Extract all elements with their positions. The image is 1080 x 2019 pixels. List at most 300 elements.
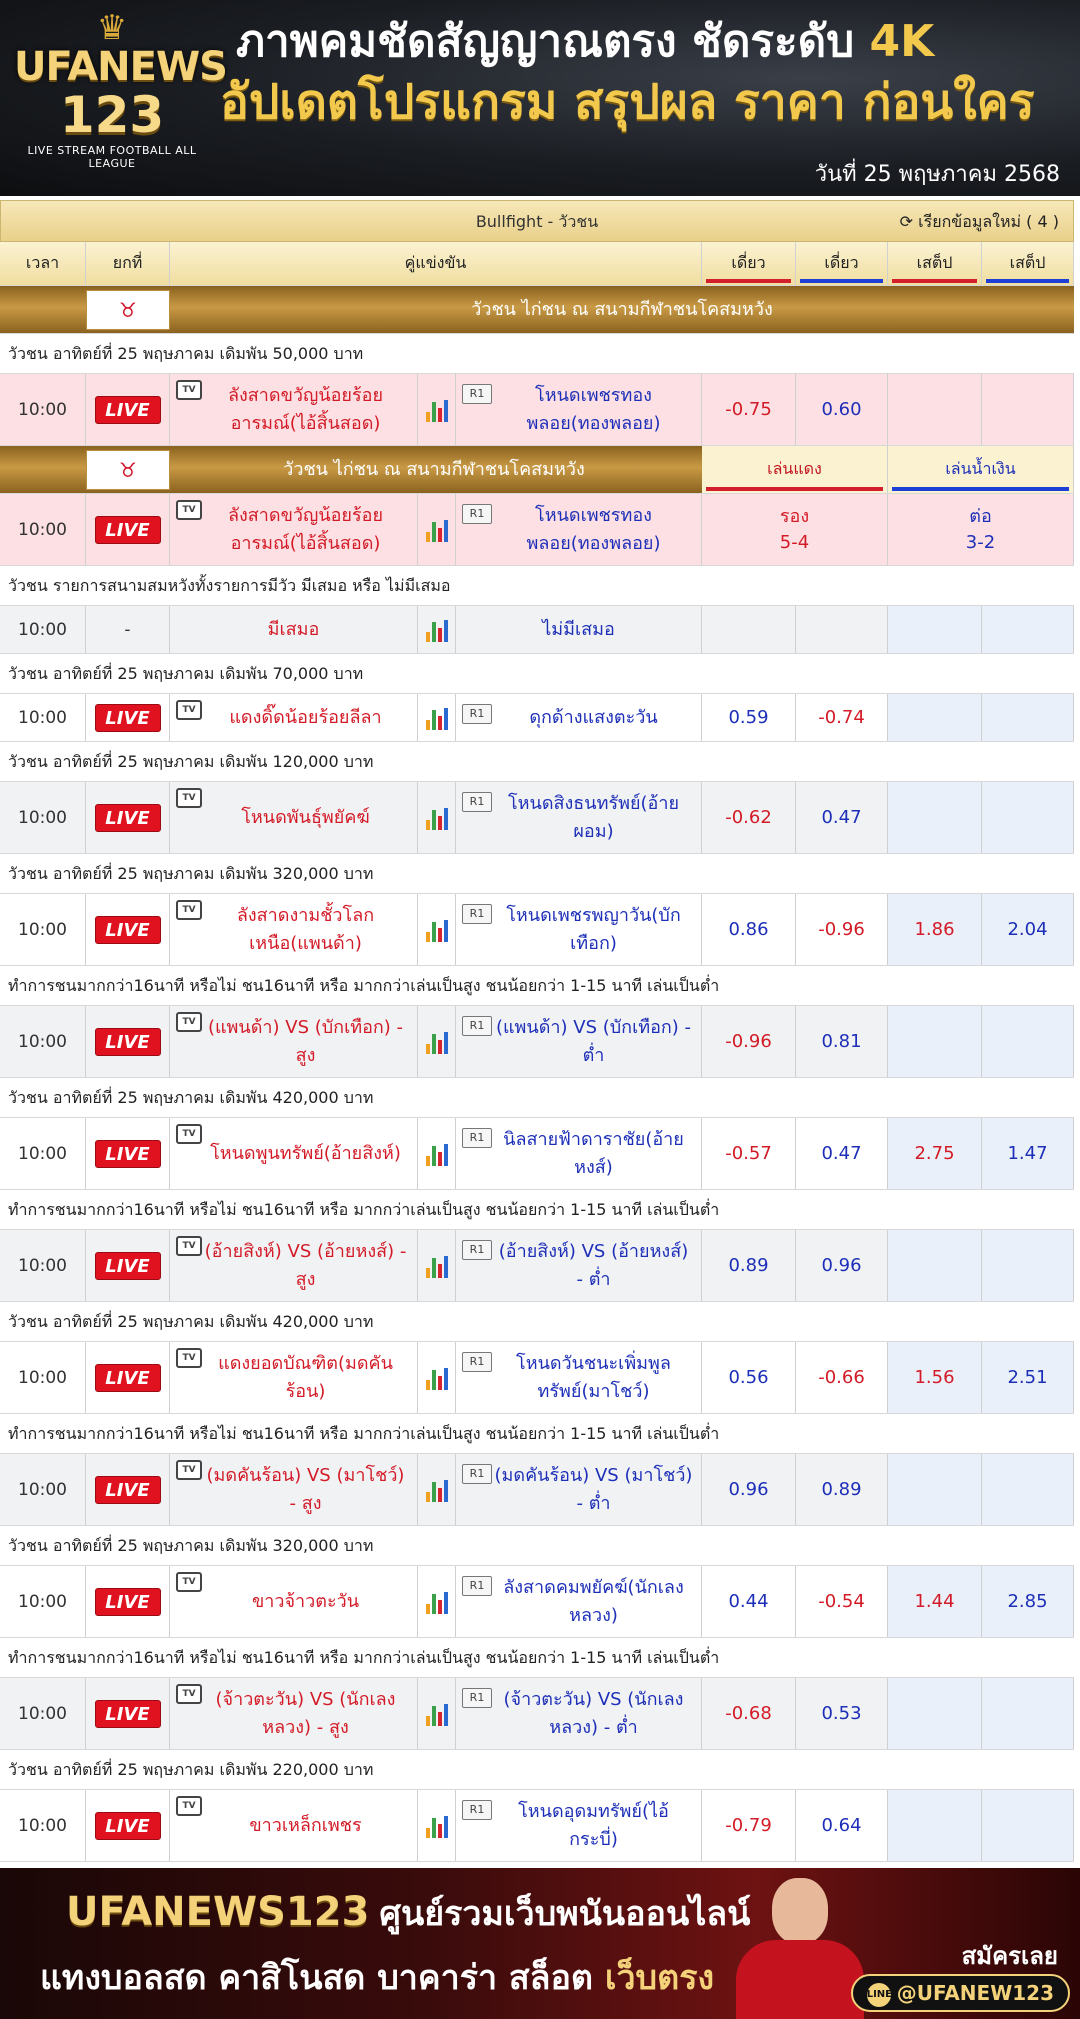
bull-logo xyxy=(86,450,170,490)
single-odds-home[interactable]: 0.59 xyxy=(702,694,796,741)
away-team-name: โหนดเพชรทองพลอย(ทองพลอย) xyxy=(526,384,661,434)
table-row xyxy=(0,1118,1074,1190)
player-head xyxy=(772,1878,828,1944)
stats-icon[interactable] xyxy=(426,1142,448,1166)
stats-cell xyxy=(418,606,456,653)
round-badge: R1 xyxy=(462,1128,492,1148)
round-badge: R1 xyxy=(462,384,492,404)
info-text: ทำการชนมากกว่า16นาที หรือไม่ ชน16นาที หรือ มากกว่าเล่นเป็นสูง ชนน้อยกว่า 1-15 นาที เล่นเป็นต่ำ xyxy=(8,976,720,995)
single-odds-away[interactable]: -0.54 xyxy=(796,1566,888,1637)
single-odds-home[interactable]: -0.68 xyxy=(702,1678,796,1749)
play-blue-label: เล่นน้ำเงิน xyxy=(945,459,1016,478)
home-team[interactable] xyxy=(170,1454,418,1525)
live-button[interactable]: LIVE xyxy=(95,1252,161,1280)
info-text: ทำการชนมากกว่า16นาที หรือไม่ ชน16นาที หรือ มากกว่าเล่นเป็นสูง ชนน้อยกว่า 1-15 นาที เล่นเป็นต่ำ xyxy=(8,1200,720,1219)
table-row xyxy=(0,1566,1074,1638)
match-time: 10:00 xyxy=(0,1118,86,1189)
league-title: วัวชน ไก่ชน ณ สนามกีฬาชนโคสมหวัง xyxy=(283,459,585,480)
play-red-label: เล่นแดง xyxy=(767,459,822,478)
blue-bar xyxy=(986,279,1069,283)
round-cell: - xyxy=(86,606,170,653)
away-team-name: โหนดวันชนะเพิ่มพูลทรัพย์(มาโชว์) xyxy=(516,1352,671,1402)
home-team[interactable] xyxy=(170,1678,418,1749)
stats-icon[interactable] xyxy=(426,1254,448,1278)
footer-services: แทงบอลสด คาสิโนสด บาคาร่า สล็อต xyxy=(40,1958,593,1998)
live-button[interactable]: LIVE xyxy=(95,1588,161,1616)
match-time: 10:00 xyxy=(0,606,86,653)
match-time: 10:00 xyxy=(0,494,86,565)
stats-cell xyxy=(418,782,456,853)
stats-icon[interactable] xyxy=(426,1702,448,1726)
live-button[interactable]: LIVE xyxy=(95,396,161,424)
stats-icon[interactable] xyxy=(426,918,448,942)
round-badge: R1 xyxy=(462,1576,492,1596)
tv-icon[interactable]: TV xyxy=(176,788,202,808)
round-badge: R1 xyxy=(462,1352,492,1372)
match-time: 10:00 xyxy=(0,1454,86,1525)
away-team[interactable] xyxy=(456,374,702,445)
step-odds-away[interactable] xyxy=(982,694,1074,741)
bull-logo xyxy=(86,290,170,330)
info-row xyxy=(0,1078,1074,1118)
footer-line2 xyxy=(40,1950,714,2004)
league-title: วัวชน ไก่ชน ณ สนามกีฬาชนโคสมหวัง xyxy=(471,299,773,320)
single-odds-home[interactable]: -0.79 xyxy=(702,1790,796,1861)
match-time: 10:00 xyxy=(0,1566,86,1637)
match-time: 10:00 xyxy=(0,1342,86,1413)
home-team-name: แดงดิ๊ดน้อยร้อยลีลา xyxy=(229,706,382,728)
step-cell-2 xyxy=(982,606,1074,653)
table-row xyxy=(0,494,1074,566)
single-odds-away[interactable]: 0.47 xyxy=(796,782,888,853)
league-header xyxy=(0,286,1074,334)
table-title-bar xyxy=(0,200,1074,242)
stats-icon[interactable] xyxy=(426,398,448,422)
single-odds-away[interactable]: 0.81 xyxy=(796,1006,888,1077)
red-odds-bottom: 5-4 xyxy=(779,531,810,553)
away-team-name: ลังสาดคมพยัคฆ์(นักเลงหลวง) xyxy=(503,1576,684,1626)
round-badge: R1 xyxy=(462,1688,492,1708)
col-match: คู่แข่งขัน xyxy=(170,242,702,285)
step-odds-home[interactable]: 1.44 xyxy=(888,1566,982,1637)
stats-cell xyxy=(418,494,456,565)
red-bar xyxy=(892,279,977,283)
round-badge: R1 xyxy=(462,704,492,724)
tv-icon[interactable]: TV xyxy=(176,700,202,720)
league-header-2 xyxy=(0,446,1074,494)
step-odds-home[interactable]: 1.86 xyxy=(888,894,982,965)
home-team[interactable] xyxy=(170,1790,418,1861)
table-row xyxy=(0,1454,1074,1526)
info-row xyxy=(0,1750,1074,1790)
col-step-1-label: เสต็ป xyxy=(916,253,953,272)
info-row xyxy=(0,742,1074,782)
red-odds-top: รอง xyxy=(779,505,810,527)
odds-cell-2 xyxy=(796,606,888,653)
stats-cell xyxy=(418,1790,456,1861)
step-odds-away[interactable]: 2.85 xyxy=(982,1566,1074,1637)
home-team[interactable] xyxy=(170,1566,418,1637)
home-team[interactable]: มีเสมอ xyxy=(170,606,418,653)
round-badge: R1 xyxy=(462,792,492,812)
single-odds-home[interactable]: 0.44 xyxy=(702,1566,796,1637)
live-button[interactable]: LIVE xyxy=(95,916,161,944)
away-team-name: (อ้ายสิงห์) VS (อ้ายหงส์) - ต่ำ xyxy=(498,1240,689,1290)
stats-icon[interactable] xyxy=(426,1814,448,1838)
date-line: วันที่ 25 พฤษภาคม 2568 xyxy=(814,162,1060,187)
match-time: 10:00 xyxy=(0,782,86,853)
away-team[interactable] xyxy=(456,1230,702,1301)
away-team-name: โหนดเพชรทองพลอย(ทองพลอย) xyxy=(526,504,661,554)
live-cell xyxy=(86,894,170,965)
info-row xyxy=(0,966,1074,1006)
blue-odds-bottom: 3-2 xyxy=(965,531,996,553)
live-button[interactable]: LIVE xyxy=(95,1364,161,1392)
live-cell xyxy=(86,1790,170,1861)
col-single-1 xyxy=(702,242,796,285)
info-text: ทำการชนมากกว่า16นาที หรือไม่ ชน16นาที หรือ มากกว่าเล่นเป็นสูง ชนน้อยกว่า 1-15 นาที เล่นเป็นต่ำ xyxy=(8,1648,720,1667)
single-odds-home[interactable]: 0.96 xyxy=(702,1454,796,1525)
home-team-name: ขาวจ้าวตะวัน xyxy=(251,1590,360,1612)
round-badge: R1 xyxy=(462,1240,492,1260)
away-team[interactable] xyxy=(456,1118,702,1189)
away-team-name: (จ้าวตะวัน) VS (นักเลงหลวง) - ต่ำ xyxy=(503,1688,684,1738)
live-button[interactable]: LIVE xyxy=(95,1476,161,1504)
match-time: 10:00 xyxy=(0,374,86,445)
stats-cell xyxy=(418,1454,456,1525)
footer-banner xyxy=(0,1868,1080,2019)
step-odds-away[interactable] xyxy=(982,1006,1074,1077)
home-team-name: (แพนด้า) VS (บักเทือก) - สูง xyxy=(207,1016,404,1066)
match-time: 10:00 xyxy=(0,1230,86,1301)
tv-icon[interactable]: TV xyxy=(176,500,202,520)
info-row xyxy=(0,1190,1074,1230)
line-id-button[interactable] xyxy=(851,1974,1070,2012)
stats-cell xyxy=(418,1566,456,1637)
away-team-name: นิลสายฟ้าดาราชัย(อ้ายหงส์) xyxy=(503,1128,684,1178)
stats-cell xyxy=(418,1006,456,1077)
home-team[interactable] xyxy=(170,1006,418,1077)
table-row xyxy=(0,1006,1074,1078)
stats-icon[interactable] xyxy=(426,1366,448,1390)
home-team[interactable] xyxy=(170,374,418,445)
live-cell xyxy=(86,1006,170,1077)
odds-table xyxy=(0,200,1080,1862)
step-odds-away[interactable] xyxy=(982,374,1074,445)
step-odds-away[interactable]: 2.51 xyxy=(982,1342,1074,1413)
tv-icon[interactable]: TV xyxy=(176,380,202,400)
step-odds-home[interactable] xyxy=(888,1230,982,1301)
info-text: วัวชน อาทิตย์ที่ 25 พฤษภาคม เดิมพัน 320,000 บาท xyxy=(8,864,374,883)
single-odds-home[interactable]: -0.75 xyxy=(702,374,796,445)
step-odds-home[interactable] xyxy=(888,1006,982,1077)
step-odds-home[interactable] xyxy=(888,782,982,853)
home-team-name: ขาวเหล็กเพชร xyxy=(249,1814,362,1836)
stats-cell xyxy=(418,1230,456,1301)
info-row xyxy=(0,1414,1074,1454)
col-single-1-label: เดี่ยว xyxy=(731,253,766,272)
info-text: วัวชน อาทิตย์ที่ 25 พฤษภาคม เดิมพัน 120,000 บาท xyxy=(8,752,374,771)
top-banner xyxy=(0,0,1080,196)
tv-icon[interactable]: TV xyxy=(176,1572,202,1592)
away-team[interactable] xyxy=(456,1454,702,1525)
footer-subtitle: ศูนย์รวมเว็บพนันออนไลน์ xyxy=(379,1894,751,1934)
info-text: วัวชน อาทิตย์ที่ 25 พฤษภาคม เดิมพัน 420,000 บาท xyxy=(8,1312,374,1331)
step-odds-away[interactable] xyxy=(982,1678,1074,1749)
info-row xyxy=(0,854,1074,894)
away-team[interactable] xyxy=(456,1566,702,1637)
away-team[interactable] xyxy=(456,1342,702,1413)
single-odds-home[interactable]: -0.96 xyxy=(702,1006,796,1077)
single-odds-away[interactable]: 0.96 xyxy=(796,1230,888,1301)
tv-icon[interactable]: TV xyxy=(176,1012,202,1032)
round-badge: R1 xyxy=(462,504,492,524)
round-badge: R1 xyxy=(462,1800,492,1820)
table-row xyxy=(0,782,1074,854)
away-team[interactable] xyxy=(456,694,702,741)
match-time: 10:00 xyxy=(0,1790,86,1861)
table-row xyxy=(0,1342,1074,1414)
headline-line2: อัปเดตโปรแกรม สรุปผล ราคา ก่อนใคร xyxy=(220,74,1035,130)
col-time: เวลา xyxy=(0,242,86,285)
stats-cell xyxy=(418,374,456,445)
single-odds-away[interactable]: 0.53 xyxy=(796,1678,888,1749)
step-odds-home[interactable]: 2.75 xyxy=(888,1118,982,1189)
round-badge: R1 xyxy=(462,904,492,924)
logo-tagline: LIVE STREAM FOOTBALL ALL LEAGUE xyxy=(27,144,197,170)
stats-icon[interactable] xyxy=(426,1030,448,1054)
live-button[interactable]: LIVE xyxy=(95,1812,161,1840)
table-row xyxy=(0,374,1074,446)
stats-icon[interactable] xyxy=(426,618,448,642)
live-button[interactable]: LIVE xyxy=(95,1140,161,1168)
info-row xyxy=(0,566,1074,606)
info-text: วัวชน อาทิตย์ที่ 25 พฤษภาคม เดิมพัน 50,000 บาท xyxy=(8,344,364,363)
away-team[interactable] xyxy=(456,494,702,565)
step-odds-away[interactable] xyxy=(982,1454,1074,1525)
line-id-text: @UFANEW123 xyxy=(896,1981,1054,2005)
info-text: วัวชน อาทิตย์ที่ 25 พฤษภาคม เดิมพัน 320,000 บาท xyxy=(8,1536,374,1555)
single-odds-home[interactable]: -0.62 xyxy=(702,782,796,853)
single-odds-home[interactable]: 0.89 xyxy=(702,1230,796,1301)
live-cell xyxy=(86,782,170,853)
home-team-name: โหนดพันธุ์พยัคฆ์ xyxy=(241,806,370,828)
table-row xyxy=(0,1790,1074,1862)
footer-brand: UFANEWS123 xyxy=(66,1889,370,1935)
stats-icon[interactable] xyxy=(426,706,448,730)
odds-cell-1 xyxy=(702,606,796,653)
headline-4k: 4K xyxy=(869,16,935,67)
step-odds-home[interactable]: 1.56 xyxy=(888,1342,982,1413)
home-team[interactable] xyxy=(170,1230,418,1301)
single-odds-away[interactable]: -0.96 xyxy=(796,894,888,965)
home-team[interactable] xyxy=(170,1118,418,1189)
stats-icon[interactable] xyxy=(426,1590,448,1614)
blue-bar xyxy=(800,279,883,283)
info-row xyxy=(0,1526,1074,1566)
red-bar xyxy=(706,487,883,491)
ufanews-logo[interactable] xyxy=(14,8,227,180)
player-shirt xyxy=(736,1940,864,2019)
table-body xyxy=(0,334,1080,1862)
round-badge: R1 xyxy=(462,1016,492,1036)
bull-icon: ♉ xyxy=(119,298,137,322)
live-cell xyxy=(86,1678,170,1749)
away-team[interactable]: ไม่มีเสมอ xyxy=(456,606,702,653)
col-step-2 xyxy=(982,242,1074,285)
live-cell xyxy=(86,1230,170,1301)
home-team[interactable] xyxy=(170,894,418,965)
bull-icon: ♉ xyxy=(119,458,137,482)
table-row xyxy=(0,894,1074,966)
stats-cell xyxy=(418,894,456,965)
step-odds-away[interactable] xyxy=(982,782,1074,853)
table-row xyxy=(0,1230,1074,1302)
play-red-header xyxy=(702,446,888,493)
away-team-name: (มดคันร้อน) VS (มาโชว์) - ต่ำ xyxy=(494,1464,693,1514)
home-team-name: ลังสาดงามชั้วโลกเหนือ(แพนด้า) xyxy=(236,904,375,954)
footer-line1 xyxy=(66,1886,750,1940)
single-odds-home[interactable]: -0.57 xyxy=(702,1118,796,1189)
live-button[interactable]: LIVE xyxy=(95,516,161,544)
table-title: Bullfight - วัวชน xyxy=(475,212,599,231)
live-cell xyxy=(86,374,170,445)
home-team[interactable] xyxy=(170,694,418,741)
info-text: วัวชน อาทิตย์ที่ 25 พฤษภาคม เดิมพัน 220,000 บาท xyxy=(8,1760,374,1779)
tv-icon[interactable]: TV xyxy=(176,1684,202,1704)
home-team-name: โหนดพูนทรัพย์(อ้ายสิงห์) xyxy=(210,1142,401,1164)
signup-button[interactable]: สมัครเลย xyxy=(961,1942,1058,1970)
step-cell-1 xyxy=(888,606,982,653)
step-odds-away[interactable] xyxy=(982,1230,1074,1301)
home-team[interactable] xyxy=(170,1342,418,1413)
live-button[interactable]: LIVE xyxy=(95,1700,161,1728)
footer-direct-web: เว็บตรง xyxy=(604,1958,715,1998)
away-team[interactable] xyxy=(456,894,702,965)
logo-number: 123 xyxy=(59,86,165,144)
table-row xyxy=(0,1678,1074,1750)
home-team-name: (มดคันร้อน) VS (มาโชว์) - สูง xyxy=(206,1464,405,1514)
info-row xyxy=(0,334,1074,374)
headline-line1 xyxy=(236,16,934,68)
match-time: 10:00 xyxy=(0,894,86,965)
live-cell xyxy=(86,1454,170,1525)
blue-bar xyxy=(892,487,1069,491)
away-team-name: โหนดสิงธนทรัพย์(อ้ายผอม) xyxy=(507,792,680,842)
away-team[interactable] xyxy=(456,1006,702,1077)
home-team-name: ลังสาดขวัญน้อยร้อยอารมณ์(ไอ้สิ้นสอด) xyxy=(227,504,384,554)
match-time: 10:00 xyxy=(0,694,86,741)
step-odds-away[interactable]: 2.04 xyxy=(982,894,1074,965)
col-single-2-label: เดี่ยว xyxy=(824,253,859,272)
tv-icon[interactable]: TV xyxy=(176,1796,202,1816)
single-odds-home[interactable]: 0.86 xyxy=(702,894,796,965)
tv-icon[interactable]: TV xyxy=(176,1460,202,1480)
step-odds-home[interactable] xyxy=(888,1454,982,1525)
stats-cell xyxy=(418,1678,456,1749)
home-team[interactable] xyxy=(170,782,418,853)
match-time: 10:00 xyxy=(0,1006,86,1077)
live-button[interactable]: LIVE xyxy=(95,1028,161,1056)
red-odds[interactable] xyxy=(702,494,888,565)
col-step-2-label: เสต็ป xyxy=(1009,253,1046,272)
single-odds-home[interactable]: 0.56 xyxy=(702,1342,796,1413)
crown-icon: ♛ xyxy=(96,8,128,48)
single-odds-away[interactable]: 0.64 xyxy=(796,1790,888,1861)
live-cell xyxy=(86,1118,170,1189)
step-odds-away[interactable] xyxy=(982,1790,1074,1861)
single-odds-away[interactable]: 0.89 xyxy=(796,1454,888,1525)
home-team-name: (อ้ายสิงห์) VS (อ้ายหงส์) - สูง xyxy=(204,1240,407,1290)
step-odds-home[interactable] xyxy=(888,374,982,445)
info-row xyxy=(0,1302,1074,1342)
stats-cell xyxy=(418,1342,456,1413)
home-team-name: ลังสาดขวัญน้อยร้อยอารมณ์(ไอ้สิ้นสอด) xyxy=(227,384,384,434)
away-team-name: ดุกด้างแสงตะวัน xyxy=(529,706,658,728)
single-odds-away[interactable]: -0.66 xyxy=(796,1342,888,1413)
step-odds-home[interactable] xyxy=(888,1678,982,1749)
info-row xyxy=(0,1638,1074,1678)
match-time: 10:00 xyxy=(0,1678,86,1749)
live-button[interactable]: LIVE xyxy=(95,704,161,732)
info-text: วัวชน รายการสนามสมหวังทั้งรายการมีวัว มีเสมอ หรือ ไม่มีเสมอ xyxy=(8,576,451,595)
col-single-2 xyxy=(796,242,888,285)
away-team[interactable] xyxy=(456,1678,702,1749)
single-odds-away[interactable]: 0.60 xyxy=(796,374,888,445)
home-team[interactable] xyxy=(170,494,418,565)
away-team-name: โหนดเพชรพญาวัน(บักเทือก) xyxy=(506,904,681,954)
live-button[interactable]: LIVE xyxy=(95,804,161,832)
refresh-button[interactable]: ⟳ เรียกข้อมูลใหม่ ( 4 ) xyxy=(899,212,1059,231)
red-bar xyxy=(706,279,791,283)
stats-icon[interactable] xyxy=(426,1478,448,1502)
blue-odds-top: ต่อ xyxy=(969,505,992,527)
column-header-row xyxy=(0,242,1074,286)
round-badge: R1 xyxy=(462,1464,492,1484)
home-team-name: แดงยอดบัณฑิต(มดคันร้อน) xyxy=(218,1352,393,1402)
play-blue-header xyxy=(888,446,1074,493)
live-cell xyxy=(86,1342,170,1413)
step-odds-home[interactable] xyxy=(888,694,982,741)
step-odds-home[interactable] xyxy=(888,1790,982,1861)
away-team[interactable] xyxy=(456,782,702,853)
stats-icon[interactable] xyxy=(426,806,448,830)
info-text: ทำการชนมากกว่า16นาที หรือไม่ ชน16นาที หรือ มากกว่าเล่นเป็นสูง ชนน้อยกว่า 1-15 นาที เล่นเป็นต่ำ xyxy=(8,1424,720,1443)
table-row xyxy=(0,694,1074,742)
single-odds-away[interactable]: -0.74 xyxy=(796,694,888,741)
info-text: วัวชน อาทิตย์ที่ 25 พฤษภาคม เดิมพัน 70,000 บาท xyxy=(8,664,364,683)
logo-name: UFANEWS xyxy=(14,44,227,90)
line-icon: LINE xyxy=(867,1983,891,2007)
stats-icon[interactable] xyxy=(426,518,448,542)
col-round: ยกที่ xyxy=(86,242,170,285)
stats-cell xyxy=(418,1118,456,1189)
tv-icon[interactable]: TV xyxy=(176,1124,202,1144)
info-row xyxy=(0,654,1074,694)
step-odds-away[interactable]: 1.47 xyxy=(982,1118,1074,1189)
col-step-1 xyxy=(888,242,982,285)
tv-icon[interactable]: TV xyxy=(176,900,202,920)
single-odds-away[interactable]: 0.47 xyxy=(796,1118,888,1189)
blue-odds[interactable] xyxy=(888,494,1074,565)
tv-icon[interactable]: TV xyxy=(176,1236,202,1256)
away-team-name: โหนดอุดมทรัพย์(ไอ้กระบี่) xyxy=(518,1800,669,1850)
tv-icon[interactable]: TV xyxy=(176,1348,202,1368)
live-cell xyxy=(86,494,170,565)
table-row xyxy=(0,606,1074,654)
away-team[interactable] xyxy=(456,1790,702,1861)
stats-cell xyxy=(418,694,456,741)
